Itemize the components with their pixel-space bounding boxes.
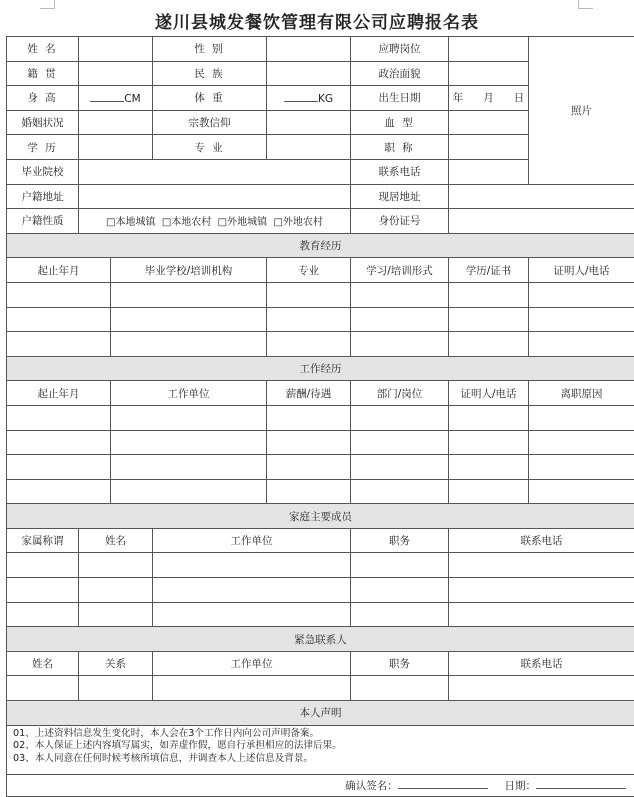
cell[interactable] <box>79 676 153 701</box>
field-ethnicity[interactable] <box>267 61 351 86</box>
cell[interactable] <box>529 307 634 332</box>
col-header: 部门/岗位 <box>351 381 449 406</box>
cell[interactable] <box>7 455 111 480</box>
cell[interactable] <box>449 676 634 701</box>
label-blood: 血 型 <box>351 110 449 135</box>
height-unit: CM <box>124 93 140 105</box>
table-row <box>7 332 634 357</box>
option-local-rural[interactable]: □本地农村 <box>162 217 211 228</box>
cell[interactable] <box>111 430 267 455</box>
col-header: 姓名 <box>7 651 79 676</box>
cell[interactable] <box>449 332 529 357</box>
household-type-options <box>79 209 351 234</box>
field-phone[interactable] <box>449 159 529 184</box>
table-row <box>7 307 634 332</box>
cell[interactable] <box>267 430 351 455</box>
cell[interactable] <box>529 405 634 430</box>
field-household-addr[interactable] <box>79 184 351 209</box>
cell[interactable] <box>7 578 79 603</box>
label-ethnicity: 民 族 <box>153 61 267 86</box>
label-religion: 宗教信仰 <box>153 110 267 135</box>
label-id: 身份证号 <box>351 209 449 234</box>
col-header: 薪酬/待遇 <box>267 381 351 406</box>
application-form <box>6 36 634 797</box>
label-height: 身 高 <box>7 86 79 111</box>
label-school: 毕业院校 <box>7 159 79 184</box>
field-political[interactable] <box>449 61 529 86</box>
cell[interactable] <box>449 479 529 504</box>
label-household-type: 户籍性质 <box>7 209 79 234</box>
cell[interactable] <box>7 430 111 455</box>
cell[interactable] <box>153 578 351 603</box>
cell[interactable] <box>267 405 351 430</box>
cell[interactable] <box>351 479 449 504</box>
col-header: 学习/培训形式 <box>351 258 449 283</box>
col-header: 职务 <box>351 528 449 553</box>
day-label: 日 <box>514 92 525 104</box>
year-label: 年 <box>453 92 464 104</box>
edu-header-row <box>7 258 634 283</box>
field-marital[interactable] <box>79 110 153 135</box>
label-birth: 出生日期 <box>351 86 449 111</box>
cell[interactable] <box>267 307 351 332</box>
table-row <box>7 479 634 504</box>
cell[interactable] <box>7 282 111 307</box>
cell[interactable] <box>7 307 111 332</box>
col-header: 姓名 <box>79 528 153 553</box>
label-current-addr: 现居地址 <box>351 184 449 209</box>
cell[interactable] <box>153 676 351 701</box>
cell[interactable] <box>7 332 111 357</box>
field-education[interactable] <box>79 135 153 160</box>
cell[interactable] <box>111 479 267 504</box>
table-row <box>7 282 634 307</box>
col-header: 工作单位 <box>111 381 267 406</box>
section-emergency: 紧急联系人 <box>7 627 634 652</box>
section-declaration: 本人声明 <box>7 701 634 726</box>
cell[interactable] <box>351 602 449 627</box>
cell[interactable] <box>111 405 267 430</box>
declaration-text <box>7 725 634 774</box>
cell[interactable] <box>7 602 79 627</box>
col-header: 工作单位 <box>153 651 351 676</box>
cell[interactable] <box>449 553 634 578</box>
option-other-rural[interactable]: □外地农村 <box>273 217 322 228</box>
col-header: 专业 <box>267 258 351 283</box>
cell[interactable] <box>449 405 529 430</box>
cell[interactable] <box>351 282 449 307</box>
cell[interactable] <box>351 332 449 357</box>
cell[interactable] <box>267 479 351 504</box>
col-header: 毕业学校/培训机构 <box>111 258 267 283</box>
cell[interactable] <box>529 430 634 455</box>
work-header-row <box>7 381 634 406</box>
field-height[interactable] <box>79 86 153 111</box>
col-header: 证明人/电话 <box>529 258 634 283</box>
label-household-addr: 户籍地址 <box>7 184 79 209</box>
date-label: 日期： <box>505 780 537 792</box>
photo-box[interactable]: 照片 <box>529 37 634 185</box>
col-header: 联系电话 <box>449 528 634 553</box>
signature-row <box>7 774 634 796</box>
declaration-line-1: 01、上述资料信息发生变化时，本人会在3个工作日内向公司声明备案。 <box>13 728 628 741</box>
section-family: 家庭主要成员 <box>7 504 634 529</box>
field-blood[interactable] <box>449 110 529 135</box>
field-title[interactable] <box>449 135 529 160</box>
col-header: 起止年月 <box>7 258 111 283</box>
family-header-row <box>7 528 634 553</box>
section-education: 教育经历 <box>7 233 634 258</box>
col-header: 起止年月 <box>7 381 111 406</box>
col-header: 离职原因 <box>529 381 634 406</box>
date-field[interactable] <box>536 778 626 789</box>
cell[interactable] <box>267 332 351 357</box>
personal-row <box>7 184 634 209</box>
cell[interactable] <box>267 282 351 307</box>
cell[interactable] <box>529 479 634 504</box>
declaration-line-2: 02、本人保证上述内容填写属实，如弄虚作假，愿自行承担相应的法律后果。 <box>13 740 628 753</box>
label-position: 应聘岗位 <box>351 37 449 62</box>
table-row <box>7 455 634 480</box>
label-name: 姓 名 <box>7 37 79 62</box>
table-row <box>7 405 634 430</box>
month-label: 月 <box>483 92 494 104</box>
label-title: 职 称 <box>351 135 449 160</box>
emergency-header-row <box>7 651 634 676</box>
label-major: 专 业 <box>153 135 267 160</box>
cell[interactable] <box>351 578 449 603</box>
cell[interactable] <box>111 455 267 480</box>
label-weight: 体 重 <box>153 86 267 111</box>
field-birth[interactable] <box>449 86 529 111</box>
declaration-line-3: 03、本人同意在任何时候考核所填信息，并调查本人上述信息及背景。 <box>13 753 628 766</box>
cell[interactable] <box>449 430 529 455</box>
cell[interactable] <box>7 553 79 578</box>
cell[interactable] <box>449 307 529 332</box>
label-marital: 婚姻状况 <box>7 110 79 135</box>
section-work: 工作经历 <box>7 356 634 381</box>
table-row <box>7 430 634 455</box>
signature-label: 确认签名： <box>345 780 398 792</box>
cell[interactable] <box>351 405 449 430</box>
col-header: 关系 <box>79 651 153 676</box>
field-native[interactable] <box>79 61 153 86</box>
cell[interactable] <box>267 455 351 480</box>
page-title: 遂川县城发餐饮管理有限公司应聘报名表 <box>0 8 634 33</box>
col-header: 职务 <box>351 651 449 676</box>
cell[interactable] <box>449 578 634 603</box>
cell[interactable] <box>79 578 153 603</box>
cell[interactable] <box>351 430 449 455</box>
label-political: 政治面貌 <box>351 61 449 86</box>
label-native: 籍 贯 <box>7 61 79 86</box>
field-weight[interactable] <box>267 86 351 111</box>
personal-row <box>7 37 634 62</box>
option-other-urban[interactable]: □外地城镇 <box>218 217 267 228</box>
cell[interactable] <box>111 332 267 357</box>
field-id[interactable] <box>449 209 634 234</box>
label-education: 学 历 <box>7 135 79 160</box>
label-phone: 联系电话 <box>351 159 449 184</box>
label-gender: 性 别 <box>153 37 267 62</box>
table-row <box>7 602 634 627</box>
cell[interactable] <box>529 332 634 357</box>
cell[interactable] <box>79 602 153 627</box>
cell[interactable] <box>351 307 449 332</box>
table-row <box>7 553 634 578</box>
cell[interactable] <box>7 676 79 701</box>
signature-field[interactable] <box>398 778 488 789</box>
personal-row <box>7 209 634 234</box>
field-current-addr[interactable] <box>449 184 634 209</box>
cell[interactable] <box>529 455 634 480</box>
table-row <box>7 578 634 603</box>
table-row <box>7 676 634 701</box>
col-header: 联系电话 <box>449 651 634 676</box>
cell[interactable] <box>351 676 449 701</box>
cell[interactable] <box>153 602 351 627</box>
cell[interactable] <box>351 553 449 578</box>
cell[interactable] <box>111 282 267 307</box>
cell[interactable] <box>449 455 529 480</box>
field-position[interactable] <box>449 37 529 62</box>
col-header: 家属称谓 <box>7 528 79 553</box>
cell[interactable] <box>111 307 267 332</box>
col-header: 证明人/电话 <box>449 381 529 406</box>
col-header: 工作单位 <box>153 528 351 553</box>
col-header: 学历/证书 <box>449 258 529 283</box>
cell[interactable] <box>7 479 111 504</box>
cell[interactable] <box>529 282 634 307</box>
option-local-urban[interactable]: □本地城镇 <box>106 217 155 228</box>
field-school[interactable] <box>79 159 351 184</box>
cell[interactable] <box>449 282 529 307</box>
field-name[interactable] <box>79 37 153 62</box>
field-gender[interactable] <box>267 37 351 62</box>
cell[interactable] <box>153 553 351 578</box>
cell[interactable] <box>449 602 634 627</box>
cell[interactable] <box>351 455 449 480</box>
weight-unit: KG <box>318 93 333 105</box>
field-religion[interactable] <box>267 110 351 135</box>
cell[interactable] <box>7 405 111 430</box>
field-major[interactable] <box>267 135 351 160</box>
cell[interactable] <box>79 553 153 578</box>
